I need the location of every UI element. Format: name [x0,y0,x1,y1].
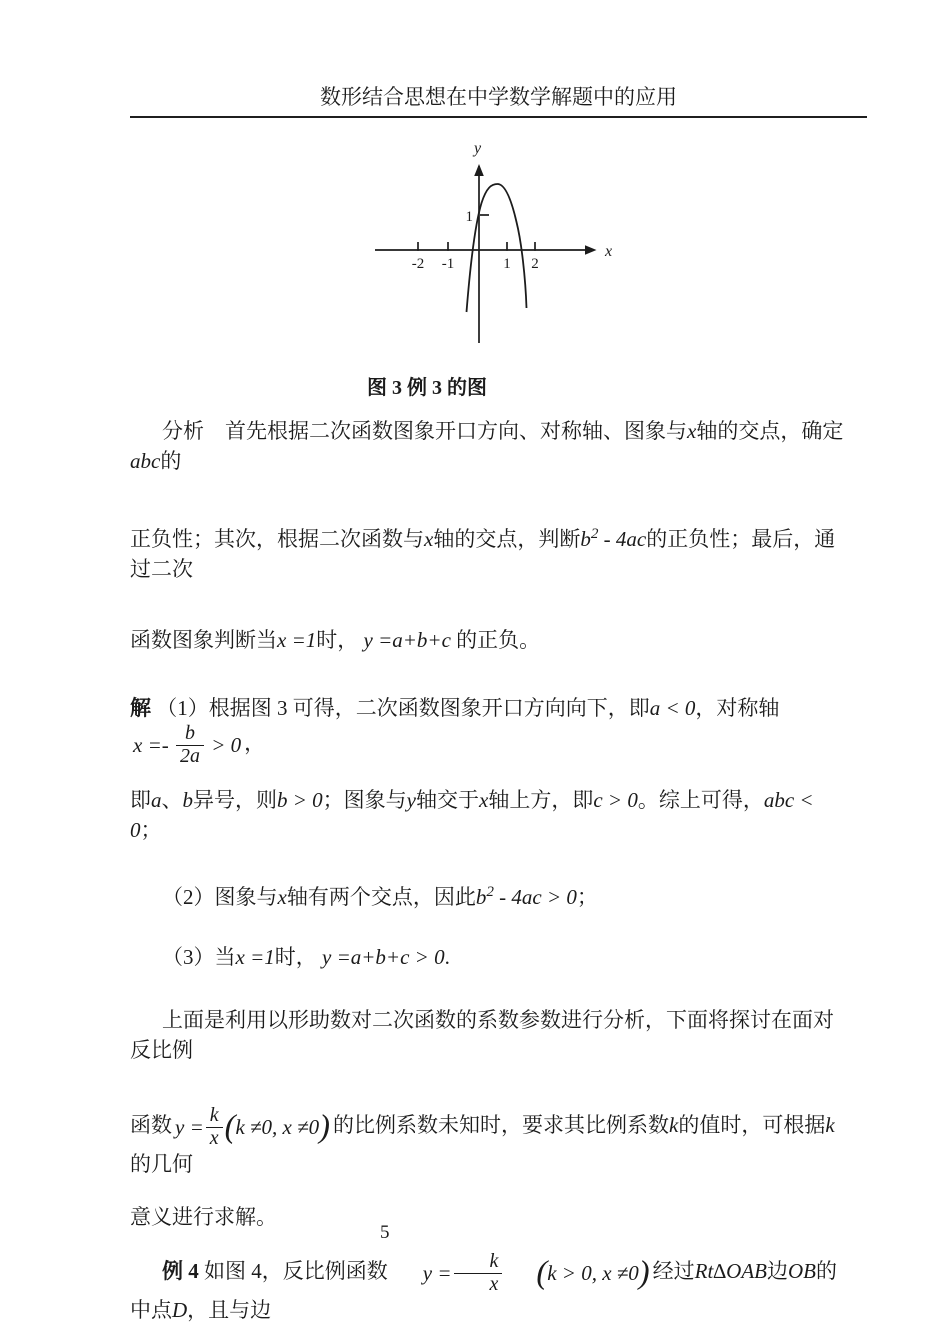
math-inline: a [151,788,162,813]
text-run: 的正负。 [456,628,541,652]
text-run: 正负性；其次，根据二次函数与 [130,527,424,551]
text-run: 、 [161,788,183,813]
transition-line-2 [130,1105,850,1179]
text-run: （2）图象与 [162,885,278,910]
text-run: 解 [130,696,151,720]
x-axis-arrow-icon [585,245,597,255]
math-inline: k [669,1112,679,1137]
math-inline: D [172,1298,188,1323]
math-inline: y =a+b+c [358,628,457,652]
math-inline: b [475,885,487,910]
text-run: 边 [766,1259,788,1284]
text-run: 。综上可得， [637,788,764,813]
page-number: 5 [380,1222,390,1243]
text-run: （1）根据图 3 可得，二次函数图象开口方向向下，即 [151,696,650,720]
text-run: ； [576,885,598,910]
example4-line-1 [130,1251,850,1325]
text-run: ；图象与 [322,788,407,813]
text-run: 轴的交点，判断 [433,527,581,551]
figure-3 [350,140,650,345]
math-inline: b [580,527,591,551]
solution-line-1 [130,693,850,767]
math-fraction: x =- $\frac{b}{2a}$ > 0 [133,722,242,767]
text-run: 的几何 [130,1152,193,1177]
math-inline: Rt∆OAB [694,1259,767,1284]
text-run: ，且与边 [187,1298,272,1323]
math-inline: x [687,419,697,443]
text-run: 的 [160,449,182,473]
text-run: 的比例系数未知时，要求其比例系数 [333,1112,669,1137]
analysis-line-1 [130,416,850,476]
math-inline: OB [787,1259,816,1284]
text-run: 时， [316,628,359,652]
text-run: 如图 4，反比例函数 [198,1259,388,1284]
math-inline: - 4ac [598,527,647,551]
math-inline: abc < 0 [130,788,814,843]
text-run: 的值时，可根据 [678,1112,826,1137]
text-run: 时， [274,945,317,970]
transition-line-3 [130,1202,850,1232]
text-run: 例 4 [162,1259,199,1284]
y-axis-label: y [474,140,482,157]
solution-line-3 [130,877,850,912]
text-run: ， [244,730,266,755]
math-inline: b [182,788,193,813]
math-inline: y [406,788,416,813]
math-inline: x [424,527,434,551]
math-inline: - 4ac > 0 [493,885,577,910]
text-run: 轴有两个交点，因此 [286,885,476,910]
text-run: 即 [130,788,151,813]
math-inline: c > 0 [593,788,638,813]
x-axis-label: x [605,243,613,260]
analysis-line-3 [130,625,850,655]
text-run: 轴交于 [416,788,479,813]
text-run: ，对称轴 [695,696,780,720]
text-run: . [444,945,450,970]
math-inline: y =a+b+c > 0 [316,945,445,970]
text-run: ； [140,818,162,843]
transition-line-1 [130,1005,850,1065]
text-run: 函数 [130,1112,172,1137]
header-title: 数形结合思想在中学数学解题中的应用 [320,85,677,109]
solution-line-2 [130,785,850,845]
x-tick-label: -1 [441,256,455,272]
text-run: 意义进行求解。 [130,1205,277,1230]
text-run: 经过 [652,1259,695,1284]
parabola-curve [467,184,527,312]
math-fraction: y = $\frac{k}{x}$ (k > 0, x ≠0) [422,1250,650,1295]
y-axis-arrow-icon [474,164,484,176]
math-inline: x [479,788,489,813]
text-run: 函数图象判断当 [130,628,277,652]
figure-caption: 图 3 例 3 的图 [367,377,487,399]
math-fraction: y = $\frac{k}{x}$ (k ≠0, x ≠0) [175,1104,330,1149]
analysis-line-2 [130,519,850,584]
x-tick-label: 1 [503,256,511,272]
y-tick-label: 1 [465,209,473,225]
x-tick-label: 2 [531,256,539,272]
text-run: 轴上方，即 [488,788,594,813]
text-run: 的中点 [130,1259,837,1323]
math-inline: a < 0 [649,696,696,720]
math-inline: abc [130,449,161,473]
x-tick-label: -2 [411,256,425,272]
math-inline: x [277,885,287,910]
page-header [130,84,867,118]
math-superscript: 2 [590,526,599,542]
text-run: 上面是利用以形助数对二次函数的系数参数进行分析，下面将探讨在面对反比例 [130,1008,834,1063]
math-inline: k [825,1112,835,1137]
text-run: 轴的交点，确定 [696,419,844,443]
math-inline: b > 0 [277,788,323,813]
math-inline: x =1 [235,945,275,970]
math-inline: x =1 [277,628,317,652]
math-superscript: 2 [486,884,494,901]
parabola-graph [350,140,650,345]
solution-line-4 [130,942,850,972]
text-run: 异号，则 [193,788,277,813]
text-run: 分析 首先根据二次函数图象开口方向、对称轴、图象与 [162,419,687,443]
text-run: 的正负性；最后，通过二次 [130,527,836,581]
text-run: （3）当 [162,945,236,970]
